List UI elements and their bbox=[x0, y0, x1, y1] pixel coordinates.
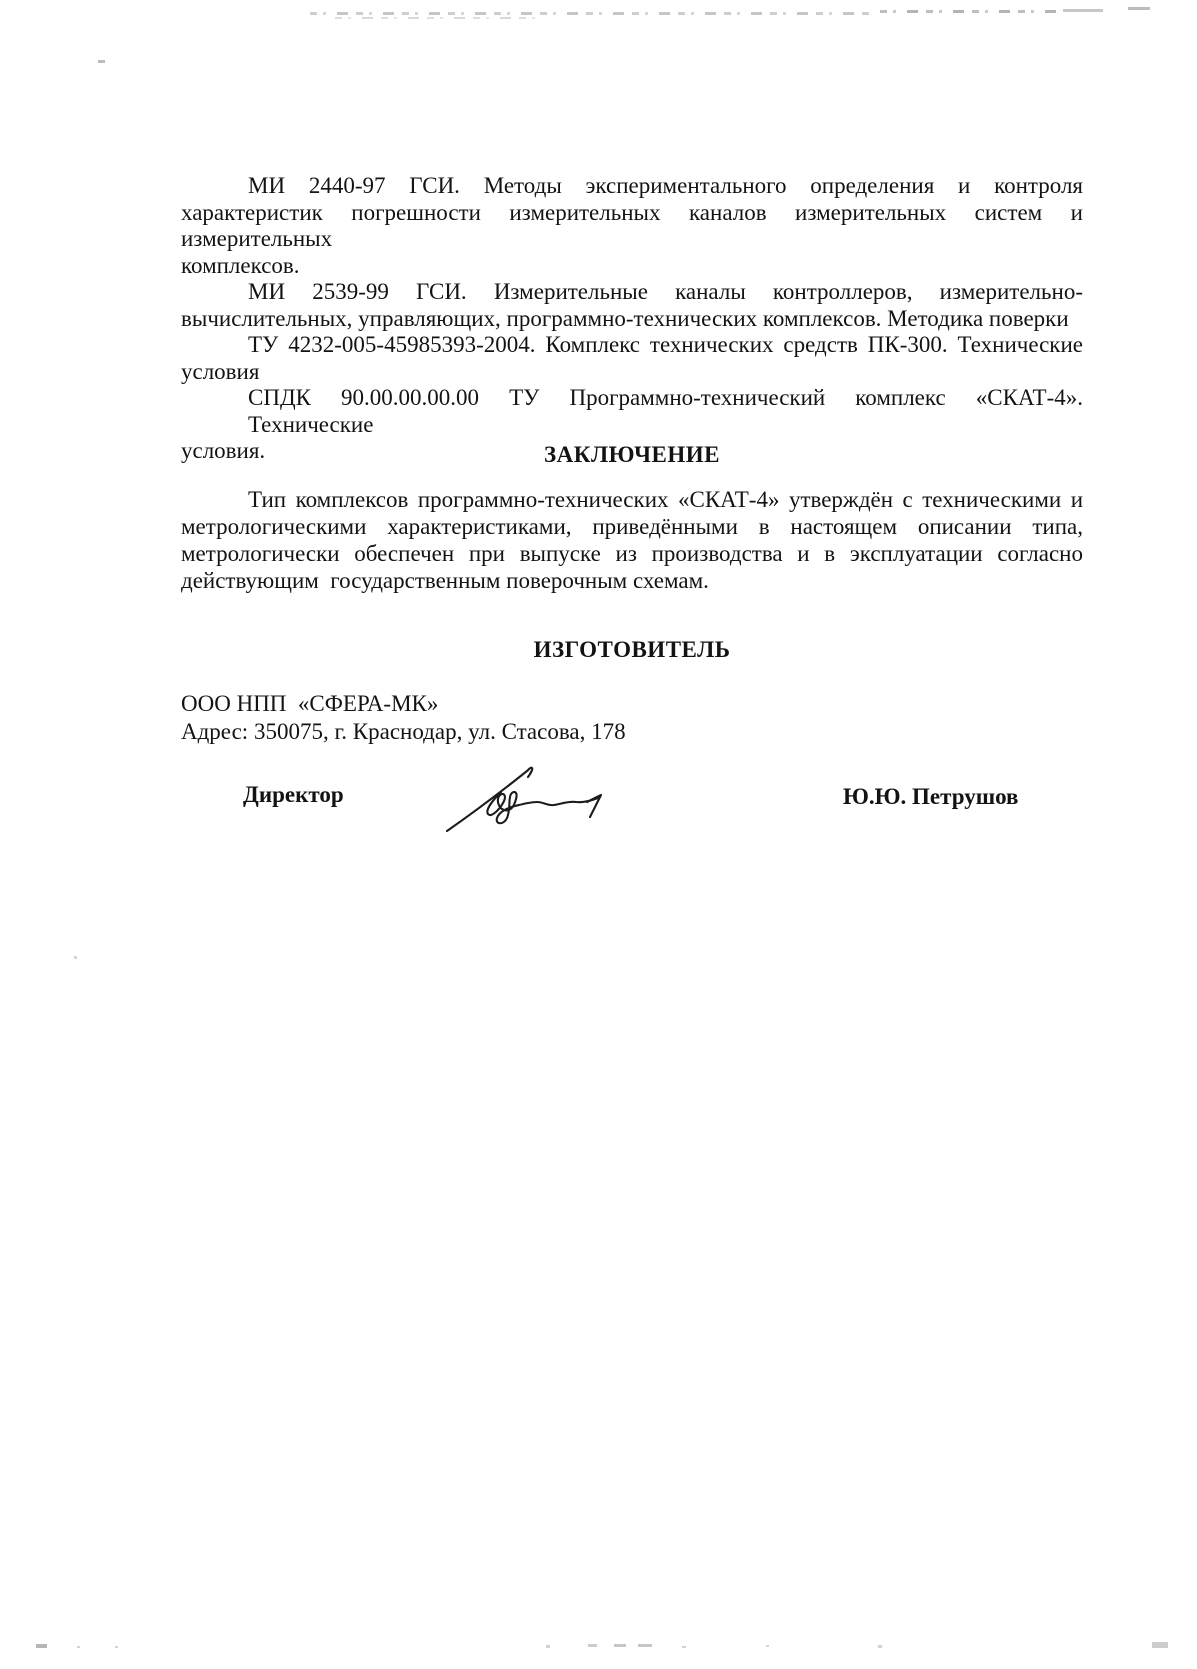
body-line: комплексов. bbox=[181, 252, 300, 278]
conclusion-line: метрологически обеспечен при выпуске из производства и в эксплуатации согласно bbox=[181, 541, 1083, 566]
scan-speck-left-mid bbox=[74, 956, 77, 959]
body-line: МИ 2440-97 ГСИ. Методы экспериментального определения и контроля bbox=[248, 173, 1083, 198]
conclusion-line: действующим государственным поверочным схемам. bbox=[181, 568, 709, 593]
conclusion-line: Тип комплексов программно-технических «СКАТ-4» утверждён с техническими и bbox=[248, 487, 1083, 512]
body-line: ТУ 4232-005-45985393-2004. Комплекс технических средств ПК-300. Технические bbox=[248, 332, 1083, 357]
body-line: МИ 2539-99 ГСИ. Измерительные каналы контроллеров, измерительно- bbox=[248, 279, 1083, 304]
conclusion-heading: ЗАКЛЮЧЕНИЕ bbox=[544, 442, 720, 467]
body-line: условия. bbox=[181, 438, 266, 463]
company-address: Адрес: 350075, г. Краснодар, ул. Стасова, 178 bbox=[181, 719, 626, 744]
body-line: СПДК 90.00.00.00.00 ТУ Программно-технический комплекс «СКАТ-4». Технические bbox=[248, 385, 1083, 437]
director-name: Ю.Ю. Петрушов bbox=[843, 784, 1019, 809]
signature-image bbox=[440, 763, 615, 835]
manufacturer-text bbox=[181, 690, 1083, 746]
body-line: характеристик погрешности измерительных каналов измерительных систем и измерительных bbox=[181, 199, 1083, 251]
references-text bbox=[181, 173, 1083, 465]
conclusion-text bbox=[181, 486, 1083, 594]
body-line: условия bbox=[181, 358, 260, 384]
conclusion-line: метрологическими характеристиками, приведёнными в настоящем описании типа, bbox=[181, 514, 1083, 539]
company-name: ООО НПП «СФЕРА-МК» bbox=[181, 691, 439, 716]
body-line: вычислительных, управляющих, программно-технических комплексов. Методика поверки bbox=[181, 305, 1069, 331]
scan-speck-left-top bbox=[98, 60, 105, 63]
manufacturer-heading: ИЗГОТОВИТЕЛЬ bbox=[533, 637, 731, 662]
director-label: Директор bbox=[243, 782, 344, 807]
